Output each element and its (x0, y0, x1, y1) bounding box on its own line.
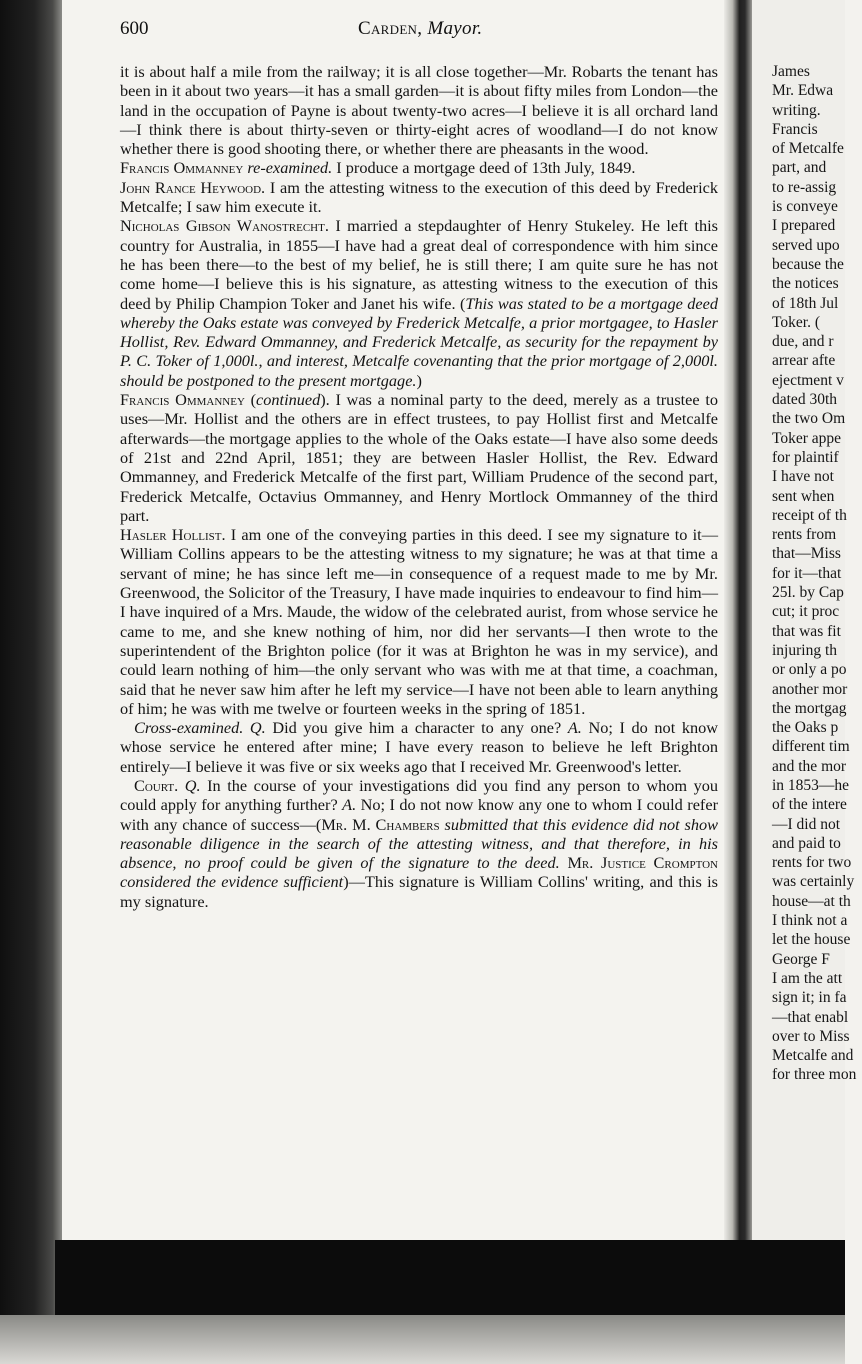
text-run: No; I do not know whose service he entered after mine; I have every reason to believe he left Brighton entirely—I believe it was five or six weeks ago that I received Mr. Greenwood's letter. (120, 718, 719, 776)
right-page-line: rents for two (772, 854, 852, 872)
running-title-office: Mayor. (427, 18, 483, 39)
right-page-line: that—Miss (772, 545, 841, 563)
running-head (120, 18, 720, 46)
right-page-line: dated 30th (772, 391, 837, 409)
text-run (243, 718, 250, 737)
right-page-line: house—at th (772, 892, 851, 910)
right-page-line: 25l. by Cap (772, 584, 844, 602)
paragraph (120, 390, 718, 525)
right-page-line: Mr. Edwa (772, 82, 834, 100)
right-page-line: for plaintif (772, 448, 839, 466)
right-page-line: the two Om (772, 410, 846, 428)
text-run: This was stated to be a mortgage deed whereby the Oaks estate was conveyed by Frederick Metcalfe, a prior mortgagee, to Hasler Hollist, Rev. Edward Ommanney, and Frederick Metcalfe, as security for the repayment by P. C. Toker of 1,000l., and interest, Metcalfe covenanting that the prior mortgage of 2,000l. should be postponed to the present mortgage. (120, 293, 718, 390)
right-page-line: the mortgag (772, 699, 847, 717)
right-page-line: and paid to (772, 834, 841, 852)
text-run: A. (567, 718, 582, 738)
right-page-line: Francis (772, 120, 818, 138)
text-run: submitted that this evidence did not show reasonable diligence in the search of the attesting witness, and that therefore, in his absence, no proof could be given of the signature to the deed. (120, 814, 719, 873)
text-run: Q. (249, 718, 266, 738)
paragraph (120, 178, 718, 217)
right-page-line: that was fit (772, 622, 841, 640)
scan-dark-bottom (55, 1240, 845, 1320)
text-run: No; I do not now know any one to whom I could refer with any chance of success—( (120, 795, 718, 834)
right-page-line: because the (772, 255, 844, 273)
right-page-line: Metcalfe and (772, 1047, 854, 1065)
text-run: Did you give him a character to any one? (265, 718, 568, 738)
right-page-line: Toker appe (772, 429, 842, 447)
right-page-line: the notices (772, 275, 839, 293)
text-run: considered the evidence sufficient (120, 872, 344, 892)
right-page-line: —that enabl (772, 1008, 849, 1026)
right-page-line: of the intere (772, 796, 847, 814)
left-page-text (120, 62, 718, 911)
right-page-line: another mor (772, 680, 848, 698)
right-page-line: part, and (772, 159, 827, 177)
right-page-line: I prepared (772, 217, 836, 235)
text-run: re-examined. (247, 158, 333, 178)
right-page-line: rents from (772, 526, 837, 544)
right-page-line: let the house (772, 931, 851, 949)
right-page-line: the Oaks p (772, 719, 839, 737)
right-page-line: is conveye (772, 198, 838, 216)
book-gutter (724, 0, 752, 1244)
text-run: Q. (184, 775, 201, 795)
right-page-line: or only a po (772, 661, 847, 679)
right-page-line: receipt of th (772, 506, 847, 524)
right-page-line: for it—that (772, 564, 842, 582)
right-page-line: of Metcalfe (772, 140, 844, 158)
right-page-line: different tim (772, 738, 850, 756)
right-page-line: ejectment v (772, 371, 844, 389)
right-page-line: James (772, 63, 810, 80)
paragraph (120, 776, 718, 911)
text-run: ) (416, 370, 422, 390)
scan-surface (0, 1315, 845, 1364)
right-page-line: of 18th Jul (772, 294, 839, 312)
right-page-line: I think not a (772, 912, 848, 930)
paragraph (120, 525, 718, 718)
text-run: Nicholas Gibson Wanostrecht. (120, 216, 329, 236)
right-page-line: and the mor (772, 757, 847, 775)
right-page-line: for three mon (772, 1066, 857, 1084)
text-run: John Rance Heywood. (120, 177, 266, 197)
right-page-line: over to Miss (772, 1027, 850, 1045)
right-page-line: George F (772, 950, 830, 968)
text-run: Hasler Hollist. (120, 525, 226, 545)
scan-dark-margin (0, 0, 62, 1364)
text-run: ( (244, 390, 257, 410)
paragraph (120, 158, 718, 177)
text-run: Francis Ommanney (120, 390, 245, 410)
running-title-name: Carden, (358, 18, 423, 39)
paragraph (120, 62, 718, 158)
right-page-line: to re-assig (772, 178, 837, 196)
right-page-line: I have not (772, 468, 834, 486)
right-page-line: —I did not (772, 815, 841, 833)
right-page-line: writing. (772, 101, 821, 119)
text-run: Court. (134, 775, 179, 795)
right-page-line: sign it; in fa (772, 989, 847, 1007)
text-run: it is about half a mile from the railway; it is all close together—Mr. Robarts the tenant has been in it about two years—it has a small garden—it is about fifty miles from London—the land in the occupation of Payne is about twenty-two acres—I believe it is all orchard land—I think there is about thirty-seven or thirty-eight acres of woodland—I do not know whether there is good shooting there, or whether there are pheasants in the wood. (120, 62, 718, 159)
text-run: In the course of your investigations did you find any person to whom you could apply for anything further? (120, 775, 719, 815)
text-run: I produce a mortgage deed of 13th July, 1849. (332, 158, 636, 178)
right-page-line: Toker. ( (772, 313, 820, 331)
right-page-line: sent when (772, 487, 835, 505)
right-page-text-fragment (772, 62, 862, 1085)
text-run: ). I was a nominal party to the deed, merely as a trustee to uses—Mr. Hollist and the others are in effect trustees, to pay Hollist first and Metcalfe afterwards—the mortgage applies to the whole of the Oaks estate—I have also some deeds of 21st and 22nd April, 1851; they are between Hasler Hollist, the Rev. Edward Ommanney, and Frederick Metcalfe of the first part, William Prudence of the second part, Frederick Metcalfe, Octavius Ommanney, and Henry Mortlock Ommanney of the third part. (120, 390, 718, 525)
right-page-line: injuring th (772, 641, 838, 659)
text-run: I am one of the conveying parties in this deed. I see my signature to it—William Collins appears to be the attesting witness to my signature; he was at that time a servant of mine; he has since left me—in consequence of a request made to me by Mr. Greenwood, the Solicitor of the Treasury, I have made inquiries to endeavour to find him—I have inquired of a Mrs. Maude, the widow of the celebrated aurist, from whose service he came to me, and she knew nothing of him, nor did her servants—I then wrote to the superintendent of the Brighton police (for it was at Brighton he was in my service), and could learn nothing of him—the only servant who was with me at that time, a coachman, said that he never saw him after he left my service—I have not been able to learn anything of him; he was with me twelve or fourteen weeks in the spring of 1851. (120, 525, 718, 718)
right-page-line: cut; it proc (772, 603, 840, 621)
text-run: Cross-examined. (134, 718, 244, 738)
text-run: I am the attesting witness to the execution of this deed by Frederick Metcalfe; I saw him execute it. (120, 177, 718, 217)
text-run: Mr. M. Chambers (321, 814, 440, 834)
page-number: 600 (120, 18, 149, 39)
right-page-line: in 1853—he (772, 776, 850, 794)
text-run: Francis Ommanney (120, 158, 244, 178)
paragraph (120, 718, 718, 776)
right-page-line: arrear afte (772, 352, 836, 370)
right-page-line: I am the att (772, 969, 843, 987)
right-page-line: due, and r (772, 333, 834, 351)
text-run: Mr. Justice Crompton (567, 853, 718, 873)
paragraph (120, 216, 718, 390)
text-run: )—This signature is William Collins' writing, and this is my signature. (120, 872, 718, 911)
right-page-line: was certainly (772, 873, 855, 891)
right-page-line: served upo (772, 236, 840, 254)
text-run: A. (342, 795, 357, 815)
text-run: I married a stepdaughter of Henry Stukeley. He left this country for Australia, in 1855—I have had a great deal of correspondence with him since he has been there—to the best of my belief, he is still there; I am quite sure he has not come home—I believe this is his signature, as attesting witness to the execution of this deed by Philip Champion Toker and Janet his wife. ( (120, 216, 718, 313)
running-title (358, 18, 482, 40)
text-run: continued (256, 390, 321, 410)
